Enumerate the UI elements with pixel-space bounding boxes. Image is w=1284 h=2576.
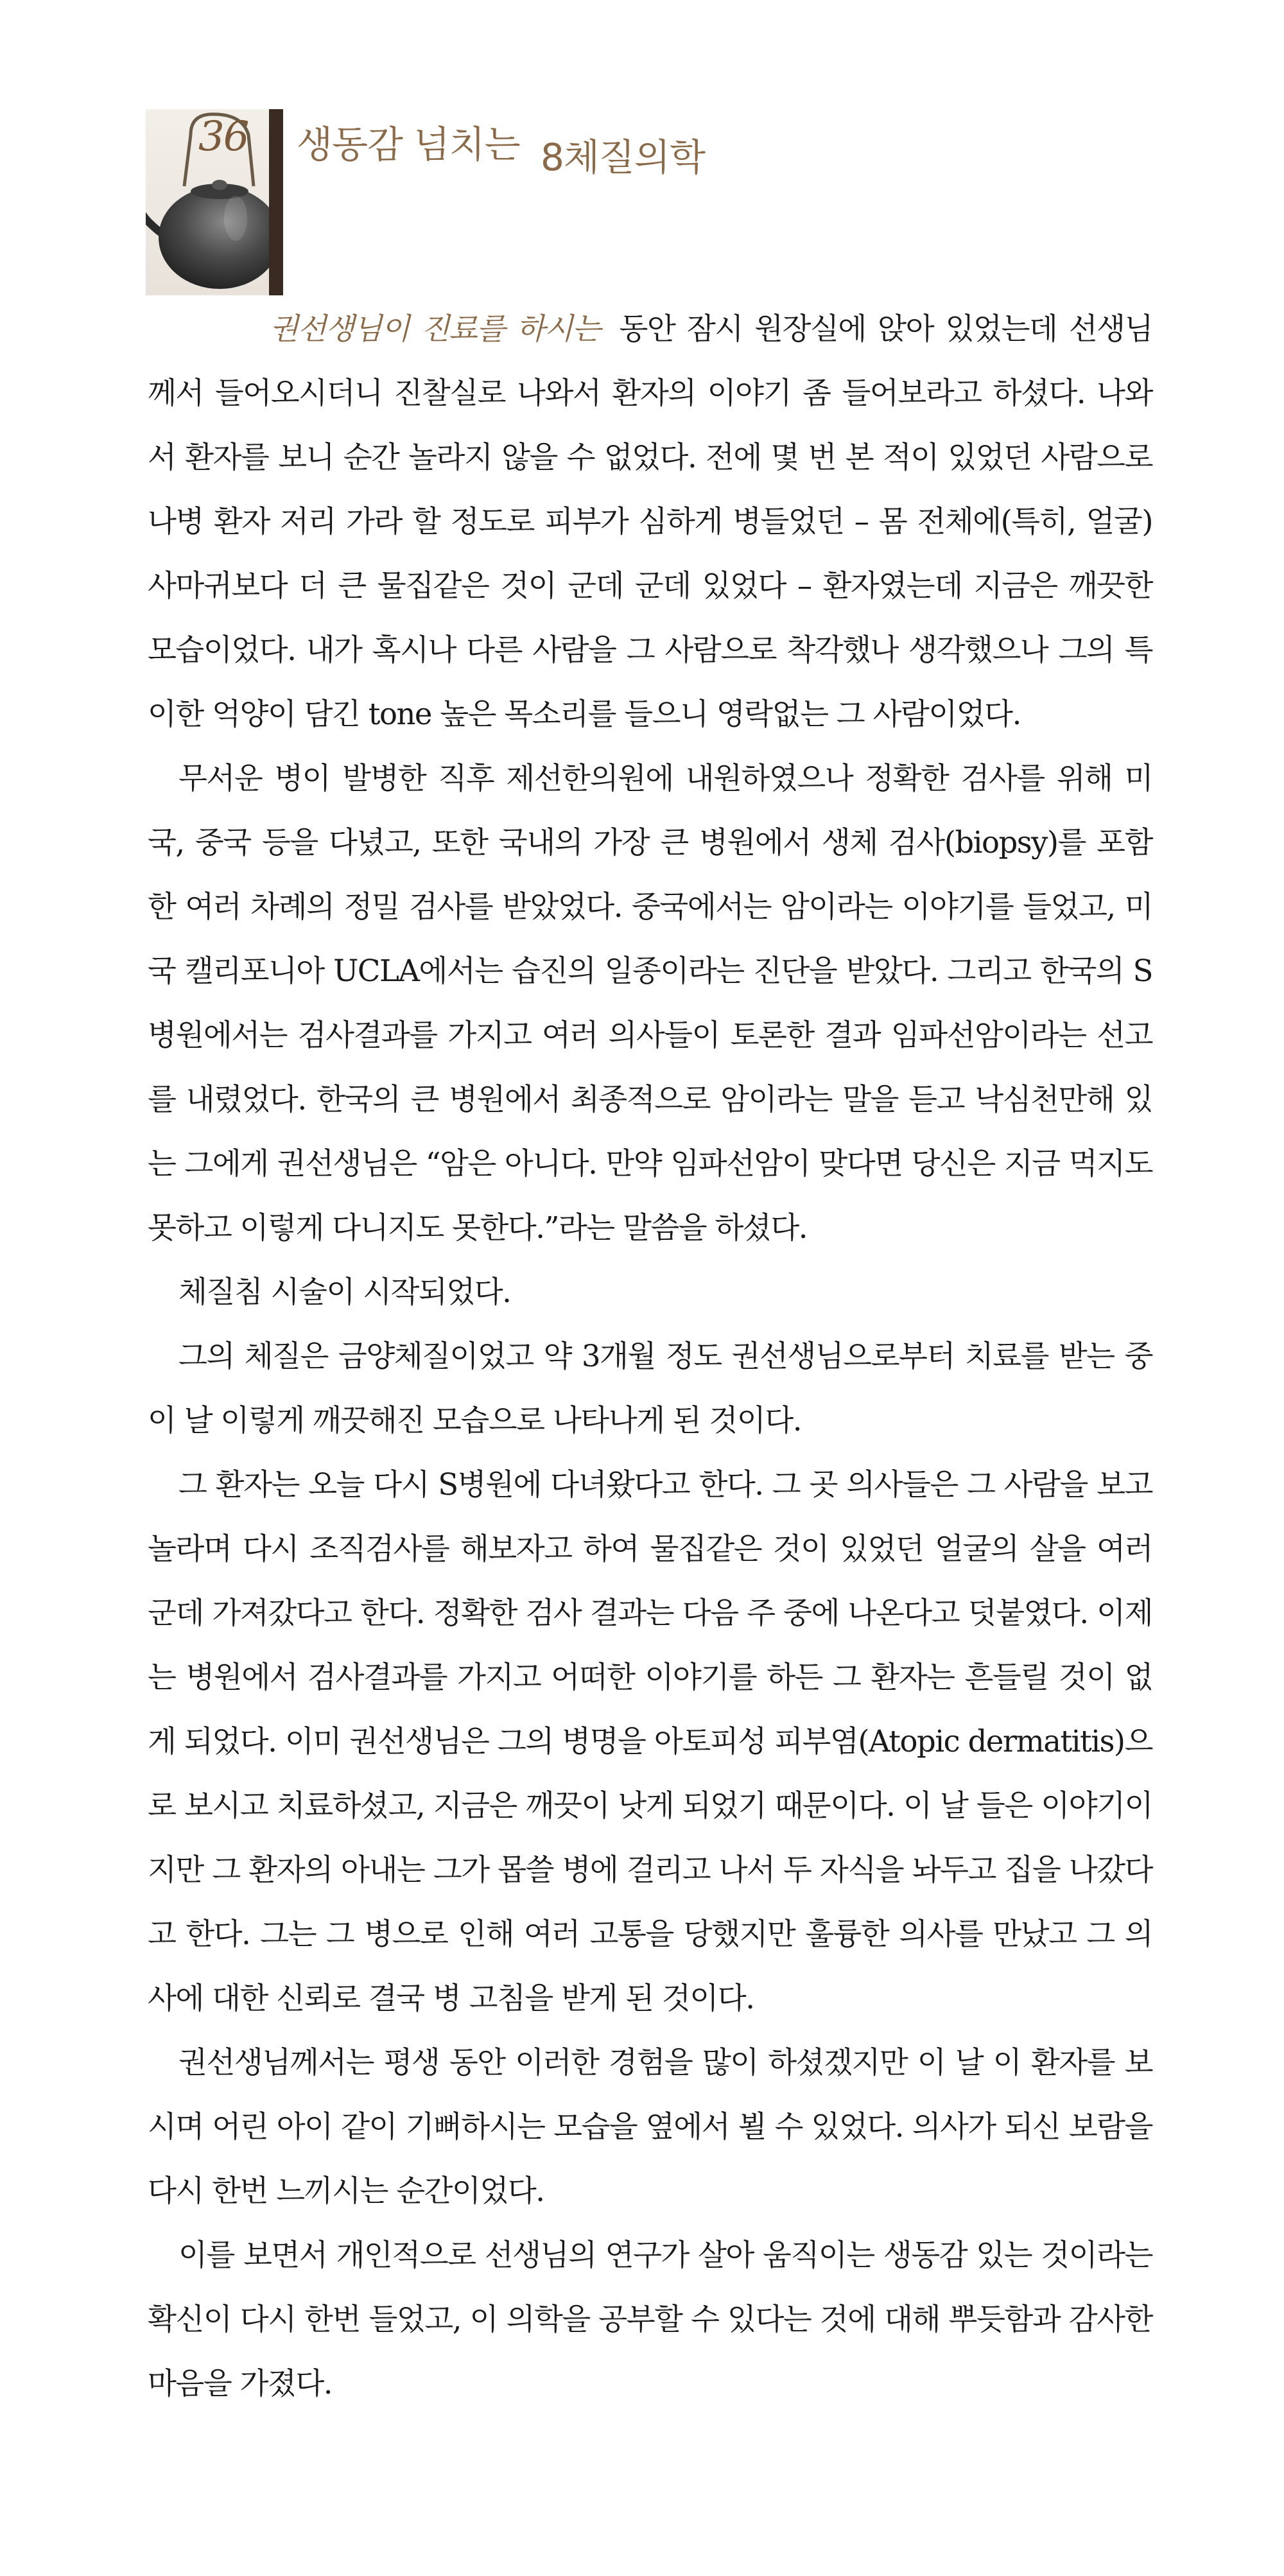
article-paragraph: 그의 체질은 금양체질이었고 약 3개월 정도 권선생님으로부터 치료를 받는 중 이 날 이렇게 깨끗해진 모습으로 나타나게 된 것이다. bbox=[148, 1339, 1152, 1438]
article-body bbox=[148, 297, 1152, 2415]
chapter-title: 생동감 넘치는 bbox=[297, 123, 520, 166]
article-paragraph: 체질침 시술이 시작되었다. bbox=[178, 1275, 511, 1309]
paragraph-text: 동안 잠시 원장실에 앉아 있었는데 선생님께서 들어오시더니 진찰실로 나와서 환자의 이야기 좀 들어보라고 하셨다. 나와서 환자를 보니 순간 놀라지 않을 수 없었다. 전에 몇 번 본 적이 있었던 사람으로 나병 환자 저리 가라 할 정도로 피부가 심하게 병들었던 – 몸 전체에(특히, 얼굴) 사마귀보다 더 큰 물집같은 것이 군데 군데 있었다 – 환자였는데 지금은 깨끗한 모습이었다. 내가 혹시나 다른 사람을 그 사람으로 착각했나 생각했으나 그의 특이한 억양이 담긴 tone 높은 목소리를 들으니 영락없는 그 사람이었다. bbox=[148, 311, 1153, 731]
article-paragraph: 그 환자는 오늘 다시 S병원에 다녀왔다고 한다. 그 곳 의사들은 그 사람을 보고 놀라며 다시 조직검사를 해보자고 하여 물집같은 것이 있었던 얼굴의 살을 여러군데 가져갔다고 한다. 정확한 검사 결과는 다음 주 중에 나온다고 덧붙였다. 이제는 병원에서 검사결과를 가지고 어떠한 이야기를 하든 그 환자는 흔들릴 것이 없게 되었다. 이미 권선생님은 그의 병명을 아토피성 피부염(Atopic dermatitis)으로 보시고 치료하셨고, 지금은 깨끗이 낫게 되었기 때문이다. 이 날 들은 이야기이지만 그 환자의 아내는 그가 몹쓸 병에 걸리고 나서 두 자식을 놔두고 집을 나갔다고 한다. 그는 그 병으로 인해 여러 고통을 당했지만 훌륭한 의사를 만났고 그 의사에 대한 신뢰로 결국 병 고침을 받게 된 것이다. bbox=[148, 1467, 1152, 2015]
article-paragraph: 무서운 병이 발병한 직후 제선한의원에 내원하였으나 정확한 검사를 위해 미국, 중국 등을 다녔고, 또한 국내의 가장 큰 병원에서 생체 검사(biopsy)를 포함한 여러 차례의 정밀 검사를 받았었다. 중국에서는 암이라는 이야기를 들었고, 미국 캘리포니아 UCLA에서는 습진의 일종이라는 진단을 받았다. 그리고 한국의 S병원에서는 검사결과를 가지고 여러 의사들이 토론한 결과 임파선암이라는 선고를 내렸었다. 한국의 큰 병원에서 최종적으로 암이라는 말을 듣고 낙심천만해 있는 그에게 권선생님은 “암은 아니다. 만약 임파선암이 맞다면 당신은 지금 먹지도 못하고 이렇게 다니지도 못한다.”라는 말씀을 하셨다. bbox=[148, 761, 1152, 1245]
chapter-subtitle: 8체질의학 bbox=[541, 135, 706, 179]
article-paragraph bbox=[148, 297, 1152, 746]
article-lead: 권선생님이 진료를 하시는 bbox=[270, 311, 600, 346]
article-paragraph: 권선생님께서는 평생 동안 이러한 경험을 많이 하셨겠지만 이 날 이 환자를 보시며 어린 아이 같이 기뻐하시는 모습을 옆에서 뵐 수 있었다. 의사가 되신 보람을 다시 한번 느끼시는 순간이었다. bbox=[148, 2045, 1152, 2208]
page-number: 36 bbox=[198, 113, 248, 161]
chapter-header bbox=[146, 109, 1173, 302]
article-paragraph: 이를 보면서 개인적으로 선생님의 연구가 살아 움직이는 생동감 있는 것이라는 확신이 다시 한번 들었고, 이 의학을 공부할 수 있다는 것에 대해 뿌듯함과 감사한 마음을 가졌다. bbox=[148, 2238, 1152, 2401]
header-accent-bar bbox=[269, 109, 283, 295]
